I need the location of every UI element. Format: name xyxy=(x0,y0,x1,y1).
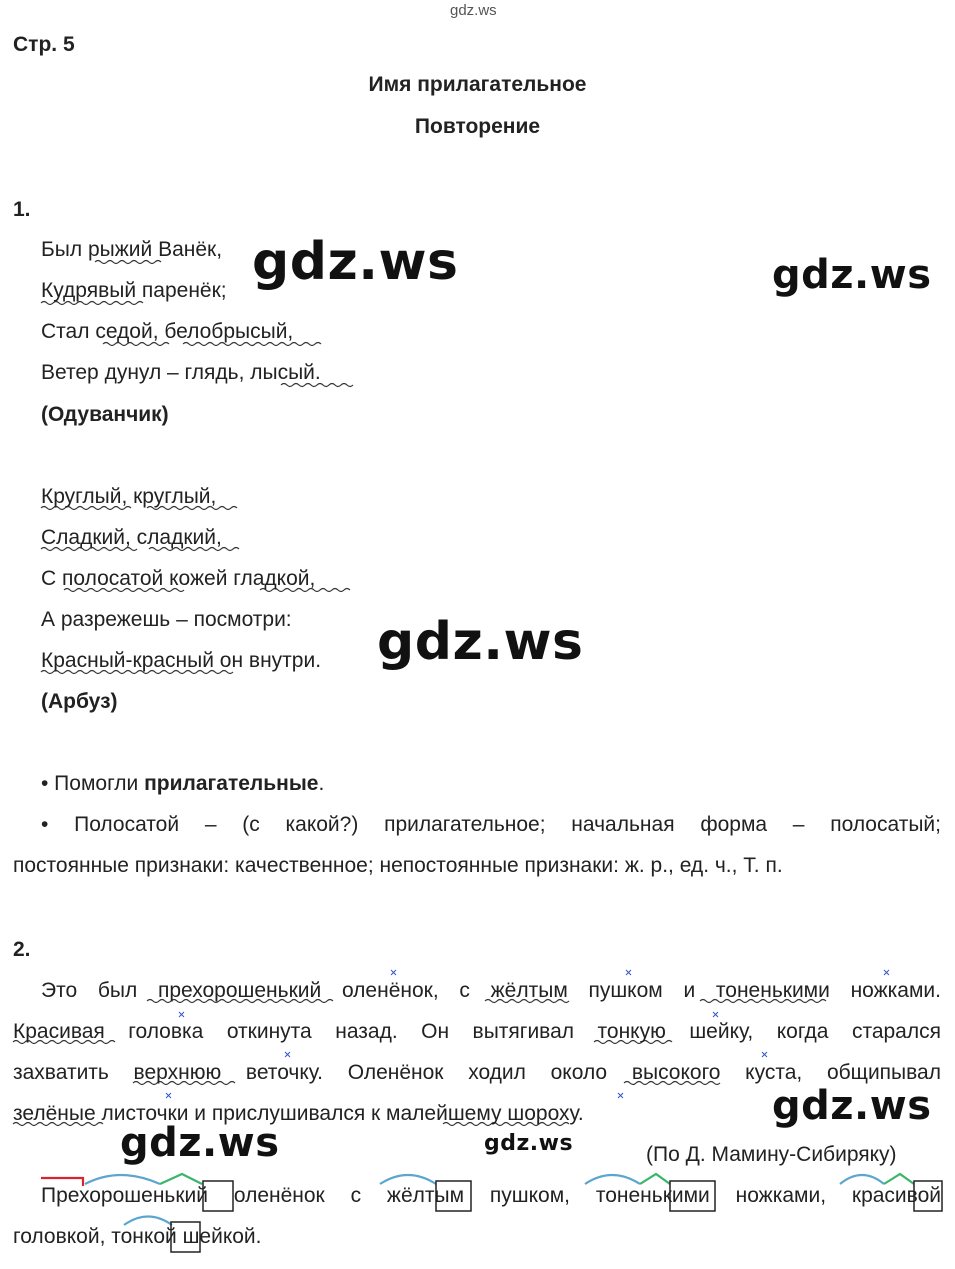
x-mark xyxy=(762,1052,767,1057)
watermark: gdz.ws xyxy=(252,232,459,292)
watermark: gdz.ws xyxy=(377,612,584,672)
watermark: gdz.ws xyxy=(772,1083,932,1129)
x-mark xyxy=(626,970,631,975)
riddle2-line: Круглый, круглый, xyxy=(41,485,217,508)
riddle1-line: Был рыжий Ванёк, xyxy=(41,238,223,261)
x-mark xyxy=(884,970,889,975)
x-mark xyxy=(713,1012,718,1017)
page-label: Стр. 5 xyxy=(13,33,75,56)
riddle1-line: Кудрявый паренёк; xyxy=(41,279,227,302)
analysis-line: Прехорошенький оленёнок с жёлтым пушком, тоненькими ножками, красивой xyxy=(41,1184,941,1207)
watermark-top: gdz.ws xyxy=(450,2,497,19)
analysis-line: головкой, тонкой шейкой. xyxy=(13,1225,262,1248)
x-mark xyxy=(285,1052,290,1057)
page-subtitle: Повторение xyxy=(414,115,541,138)
riddle1-line: Ветер дунул – глядь, лысый. xyxy=(41,361,321,384)
task2-number: 2. xyxy=(13,938,31,961)
riddle1-line: Стал седой, белобрысый, xyxy=(41,320,294,343)
text-line: Красивая головка откинута назад. Он вытягивал тонкую шейку, когда старался xyxy=(13,1020,941,1043)
note-helped: • Помогли прилагательные. xyxy=(41,772,325,795)
text-line: захватить верхнюю веточку. Оленёнок ходил около высокого куста, общипывал xyxy=(13,1061,941,1084)
x-mark xyxy=(618,1093,623,1098)
riddle2-answer: (Арбуз) xyxy=(41,690,118,713)
note-analysis-line2: постоянные признаки: качественное; непостоянные признаки: ж. р., ед. ч., Т. п. xyxy=(13,854,783,877)
x-mark xyxy=(166,1093,171,1098)
note-analysis-line1: • Полосатой – (с какой?) прилагательное; начальная форма – полосатый; xyxy=(41,813,941,836)
riddle2-line: Красный-красный он внутри. xyxy=(41,649,322,672)
watermark: gdz.ws xyxy=(484,1131,574,1156)
riddle2-line: Сладкий, сладкий, xyxy=(41,526,222,549)
riddle1-answer: (Одуванчик) xyxy=(41,403,169,426)
x-mark xyxy=(391,970,396,975)
watermark: gdz.ws xyxy=(772,252,932,298)
task1-number: 1. xyxy=(13,198,31,221)
text-line: Это был прехорошенький оленёнок, с жёлтым пушком и тоненькими ножками. xyxy=(41,979,941,1002)
riddle2-line: С полосатой кожей гладкой, xyxy=(41,567,316,590)
wavy-underline xyxy=(41,302,143,305)
wavy-underline xyxy=(183,343,321,346)
riddle2-line: А разрежешь – посмотри: xyxy=(41,608,292,631)
watermark: gdz.ws xyxy=(120,1120,280,1166)
x-mark xyxy=(179,1012,184,1017)
source-attribution: (По Д. Мамину-Сибиряку) xyxy=(646,1143,897,1166)
wavy-underline xyxy=(281,384,353,387)
wavy-underline xyxy=(103,343,169,346)
text-line: зелёные листочки и прислушивался к малейшему шороху. xyxy=(13,1102,584,1125)
wavy-underline xyxy=(95,261,161,264)
page-title: Имя прилагательное xyxy=(368,73,587,96)
